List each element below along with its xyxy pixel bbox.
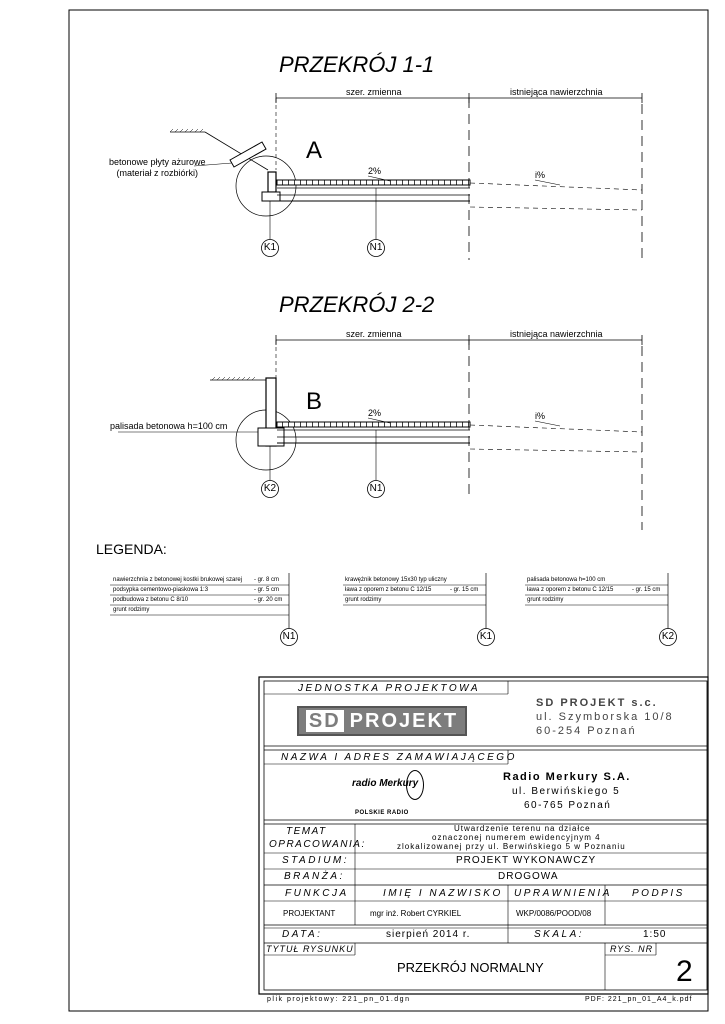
function-value: PROJEKTANT [283,909,336,918]
topic-label-1: TEMAT [286,826,327,837]
legend-n1-thk-2: - gr. 5 cm [254,587,280,593]
client-label: NAZWA I ADRES ZAMAWIAJĄCEGO [281,752,517,763]
section-1-1-note: betonowe płyty ażurowe (materiał z rozbiórki) [109,157,206,178]
col-name: IMIĘ I NAZWISKO [383,888,503,899]
branch-value: DROGOWA [498,871,559,882]
col-permissions: UPRAWNIENIA [514,888,612,899]
legend-k1-row-1: krawężnik betonowy 15x30 typ uliczny [345,577,447,583]
date-value: sierpień 2014 r. [386,929,471,940]
detail-letter-b: B [306,388,323,415]
col-function: FUNKCJA [285,888,349,899]
topic-line-2: oznaczonej numerem ewidencyjnym 4 [432,833,601,842]
section-2-2-slope-new: 2% [368,408,382,418]
legend-k2-row-3: grunt rodzimy [527,597,564,603]
legend-k1-row-2: ława z oporem z betonu C 12/15 [345,587,432,593]
stage-value: PROJEKT WYKONAWCZY [456,855,597,866]
detail-letter-a: A [306,137,323,164]
stage-label: STADIUM: [282,855,350,866]
section-2-2-title: PRZEKRÓJ 2-2 [279,292,435,317]
section-2-2-drawing [118,335,642,530]
marker-k1: K1 [263,242,277,253]
topic-label-2: OPRACOWANIA: [269,839,366,850]
drawing-number-label: RYS. NR [610,944,654,954]
topic-line-3: zlokalizowanej przy ul. Berwińskiego 5 w Poznaniu [397,842,626,851]
section-1-1-title: PRZEKRÓJ 1-1 [279,52,435,77]
drawing-number: 2 [676,955,693,988]
legend-title: LEGENDA: [96,541,167,557]
permissions-value: WKP/0086/POOD/08 [516,909,592,918]
radio-merkury-logo-mark [406,770,424,800]
legend-marker-k1: K1 [479,631,493,642]
client-street: ul. Berwińskiego 5 [512,786,621,797]
designer-city: 60-254 Poznań [536,725,637,737]
section-1-1-slope-existing: i% [535,170,546,180]
legend-marker-k2: K2 [661,631,675,642]
sd-logo-mark: SD [306,710,344,732]
designer-street: ul. Szymborska 10/8 [536,711,674,723]
legend-n1-row-3: podbudowa z betonu C 8/10 [113,597,189,603]
scale-label: SKALA: [534,929,585,940]
legend-k1-row-3: grunt rodzimy [345,597,382,603]
drawing-title-label: TYTUŁ RYSUNKU [266,944,354,954]
legend-n1-row-1: nawierzchnia z betonowej kostki brukowej szarej [113,577,243,583]
legend-n1-row-2: podsypka cementowo-piaskowa 1:3 [113,587,209,593]
name-value: mgr inż. Robert CYRKIEL [370,909,462,918]
scale-value: 1:50 [643,929,667,940]
section-1-1-slope-new: 2% [368,166,382,176]
project-file-name: plik projektowy: 221_pn_01.dgn [267,996,411,1003]
legend-k2-thk-2: - gr. 15 cm [632,587,661,593]
pdf-file-name: PDF: 221_pn_01_A4_k.pdf [585,996,693,1003]
client-city: 60-765 Poznań [524,800,612,811]
date-label: DATA: [282,929,323,940]
section-2-2-note: palisada betonowa h=100 cm [110,421,228,431]
section-2-2-slope-existing: i% [535,411,546,421]
legend-k2-row-1: palisada betonowa h=100 cm [527,577,606,583]
legend-n1-thk-3: - gr. 20 cm [254,597,283,603]
section-1-1-dim-left: szer. zmienna [346,87,402,97]
section-2-2-dim-right: istniejąca nawierzchnia [510,329,603,339]
section-1-1-dim-right: istniejąca nawierzchnia [510,87,603,97]
sd-projekt-logo [297,706,467,736]
radio-merkury-logo-sub: POLSKIE RADIO [355,810,409,816]
sd-logo-word: PROJEKT [349,710,459,732]
section-1-1-drawing [170,93,642,260]
legend-n1-thk-1: - gr. 8 cm [254,577,280,583]
design-unit-label: JEDNOSTKA PROJEKTOWA [298,683,481,694]
branch-label: BRANŻA: [284,871,345,882]
marker-k2: K2 [263,483,277,494]
legend-n1-row-4: grunt rodzimy [113,607,150,613]
col-signature: PODPIS [632,888,685,899]
legend-drawing [110,573,677,646]
legend-k2-row-2: ława z oporem z betonu C 12/15 [527,587,614,593]
marker-n1: N1 [369,242,383,253]
section-2-2-dim-left: szer. zmienna [346,329,402,339]
radio-merkury-logo: radio Merkury [352,778,419,789]
legend-k1-thk-2: - gr. 15 cm [450,587,479,593]
legend-marker-n1: N1 [282,631,296,642]
designer-name: SD PROJEKT s.c. [536,697,658,709]
client-name: Radio Merkury S.A. [503,771,631,783]
topic-line-1: Utwardzenie terenu na działce [454,824,591,833]
drawing-title: PRZEKRÓJ NORMALNY [397,960,544,975]
marker-n1-2: N1 [369,483,383,494]
